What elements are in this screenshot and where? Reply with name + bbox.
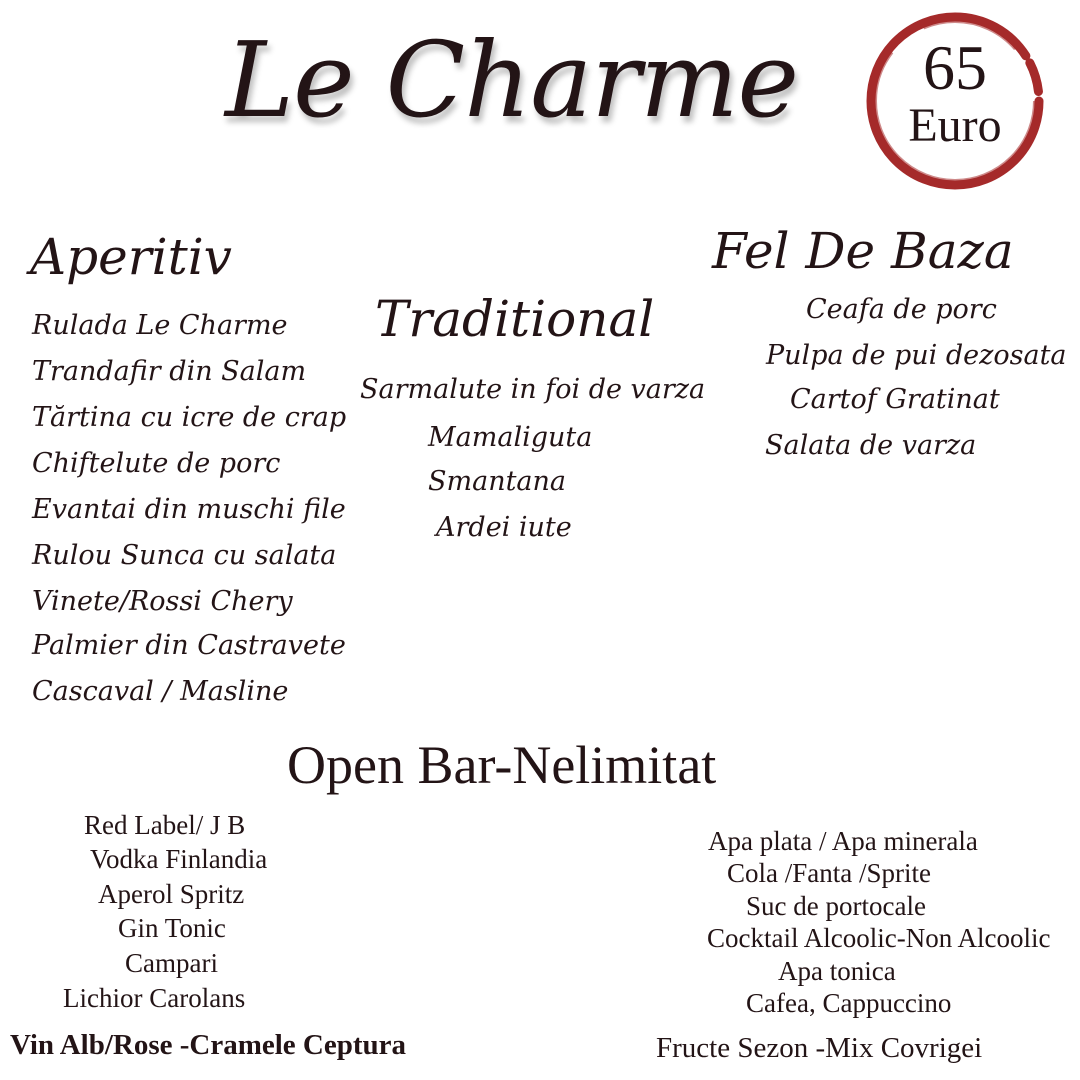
- list-item: Cascaval / Masline: [32, 676, 289, 707]
- section-heading-aperitiv: Aperitiv: [30, 228, 232, 286]
- list-item: Cafea, Cappuccino: [746, 988, 952, 1018]
- price-badge: [862, 8, 1048, 194]
- footer-fruit: Fructe Sezon -Mix Covrigei: [656, 1032, 983, 1064]
- price-currency: Euro: [908, 99, 1002, 152]
- list-item: Cola /Fanta /Sprite: [727, 858, 931, 888]
- list-item: Aperol Spritz: [98, 879, 245, 909]
- list-item: Rulada Le Charme: [32, 310, 288, 341]
- list-item: Vodka Finlandia: [90, 844, 268, 874]
- list-item: Evantai din muschi file: [32, 494, 346, 525]
- price-amount: 65: [923, 32, 987, 103]
- list-item: Salata de varza: [765, 430, 977, 461]
- section-heading-fel-de-baza: Fel De Baza: [712, 222, 1014, 280]
- list-item: Chiftelute de porc: [32, 448, 281, 479]
- list-item: Tărtina cu icre de crap: [32, 402, 347, 433]
- list-item: Trandafir din Salam: [32, 356, 307, 387]
- list-item: Cartof Gratinat: [790, 384, 1000, 415]
- list-item: Pulpa de pui dezosata: [766, 340, 1067, 371]
- list-item: Gin Tonic: [118, 913, 226, 943]
- list-item: Ceafa de porc: [806, 294, 997, 325]
- list-item: Cocktail Alcoolic-Non Alcoolic: [707, 923, 1051, 953]
- list-item: Sarmalute in foi de varza: [360, 374, 706, 405]
- list-item: Suc de portocale: [746, 891, 926, 921]
- menu-title: Le Charme: [225, 19, 799, 141]
- footer-wine: Vin Alb/Rose -Cramele Ceptura: [10, 1029, 407, 1061]
- list-item: Red Label/ J B: [84, 810, 246, 840]
- list-item: Lichior Carolans: [63, 983, 246, 1013]
- list-item: Rulou Sunca cu salata: [32, 540, 337, 571]
- list-item: Campari: [125, 948, 218, 978]
- list-item: Palmier din Castravete: [32, 630, 346, 661]
- open-bar-title: Open Bar-Nelimitat: [287, 735, 717, 795]
- list-item: Vinete/Rossi Chery: [32, 586, 293, 617]
- list-item: Mamaliguta: [428, 422, 593, 453]
- list-item: Apa plata / Apa minerala: [708, 826, 978, 856]
- list-item: Apa tonica: [778, 956, 896, 986]
- list-item: Ardei iute: [436, 512, 572, 543]
- list-item: Smantana: [428, 466, 567, 497]
- section-heading-traditional: Traditional: [375, 290, 655, 348]
